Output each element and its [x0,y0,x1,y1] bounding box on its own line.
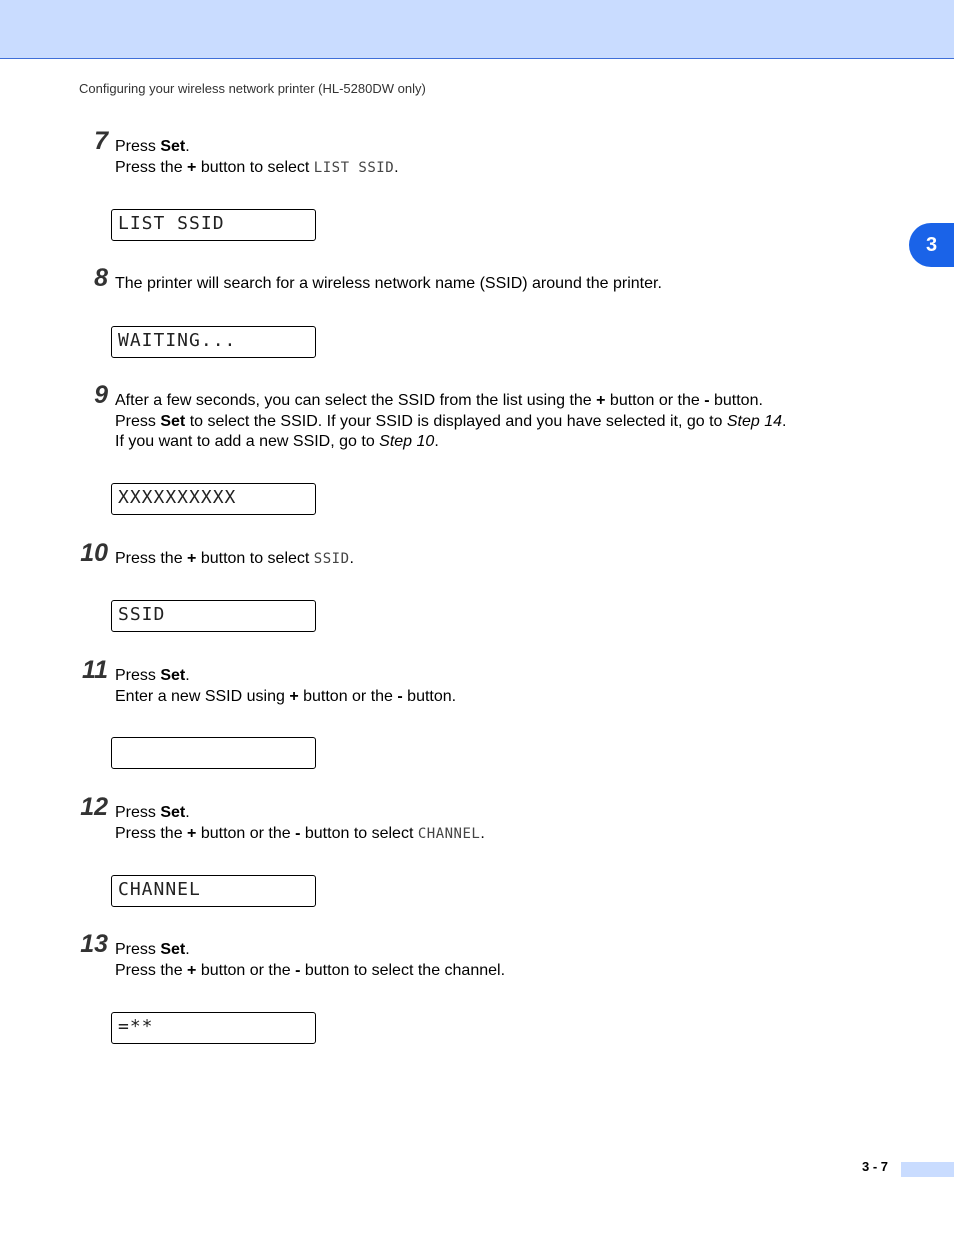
step-line: Press the + button to select SSID. [115,550,354,567]
step-number: 12 [80,793,108,821]
lcd-display [111,737,316,769]
step-number: 10 [80,539,108,567]
lcd-text: SSID [118,604,166,625]
lcd-display [111,1012,316,1044]
step-line: Enter a new SSID using + button or the - button. [115,687,457,705]
step-line: Press the + button or the - button to select CHANNEL. [115,824,485,842]
running-header: Configuring your wireless network printer (HL-5280DW only) [79,81,426,96]
lcd-text: LIST SSID [118,213,225,234]
chapter-tab [909,223,954,267]
lcd-display [111,326,316,358]
step-line: Press Set. [115,138,190,155]
lcd-display [111,600,316,632]
step-line: The printer will search for a wireless network name (SSID) around the printer. [115,275,662,292]
step-text [115,549,354,570]
step-line: Press Set. [115,667,190,684]
step-link: Step 14 [726,412,783,430]
step-line: Press Set. [115,941,190,958]
step-link: Step 10 [379,433,435,450]
step-line: After a few seconds, you can select the SSID from the list using the + button or the - button. [115,392,763,409]
step-text [115,137,399,178]
footer-bar [901,1162,954,1177]
step-line: Press Set to select the SSID. If your SSID is displayed and you have selected it, go to Step 14. [115,412,787,430]
page-number: 3 - 7 [862,1159,889,1174]
step-number: 13 [80,930,108,958]
lcd-display [111,483,316,515]
lcd-display [111,875,316,907]
step-text [115,803,485,844]
step-line: Press the + button or the - button to select the channel. [115,961,506,979]
lcd-display [111,209,316,241]
step-line: Press the + button to select LIST SSID. [115,158,399,176]
lcd-text: CHANNEL [118,879,201,900]
step-text [115,391,786,453]
step-text [115,666,456,707]
step-number: 8 [94,264,108,292]
step-text [115,274,662,295]
step-line: If you want to add a new SSID, go to Step 10. [115,433,439,450]
step-number: 11 [82,656,108,684]
chapter-number: 3 [925,233,938,256]
lcd-text: =** [118,1016,154,1037]
lcd-text: XXXXXXXXXX [118,487,237,508]
step-text [115,940,505,981]
step-line: Press Set. [115,804,190,821]
header-band [0,0,954,59]
lcd-text: WAITING... [118,330,237,351]
step-number: 7 [94,127,108,155]
step-number: 9 [94,381,108,409]
